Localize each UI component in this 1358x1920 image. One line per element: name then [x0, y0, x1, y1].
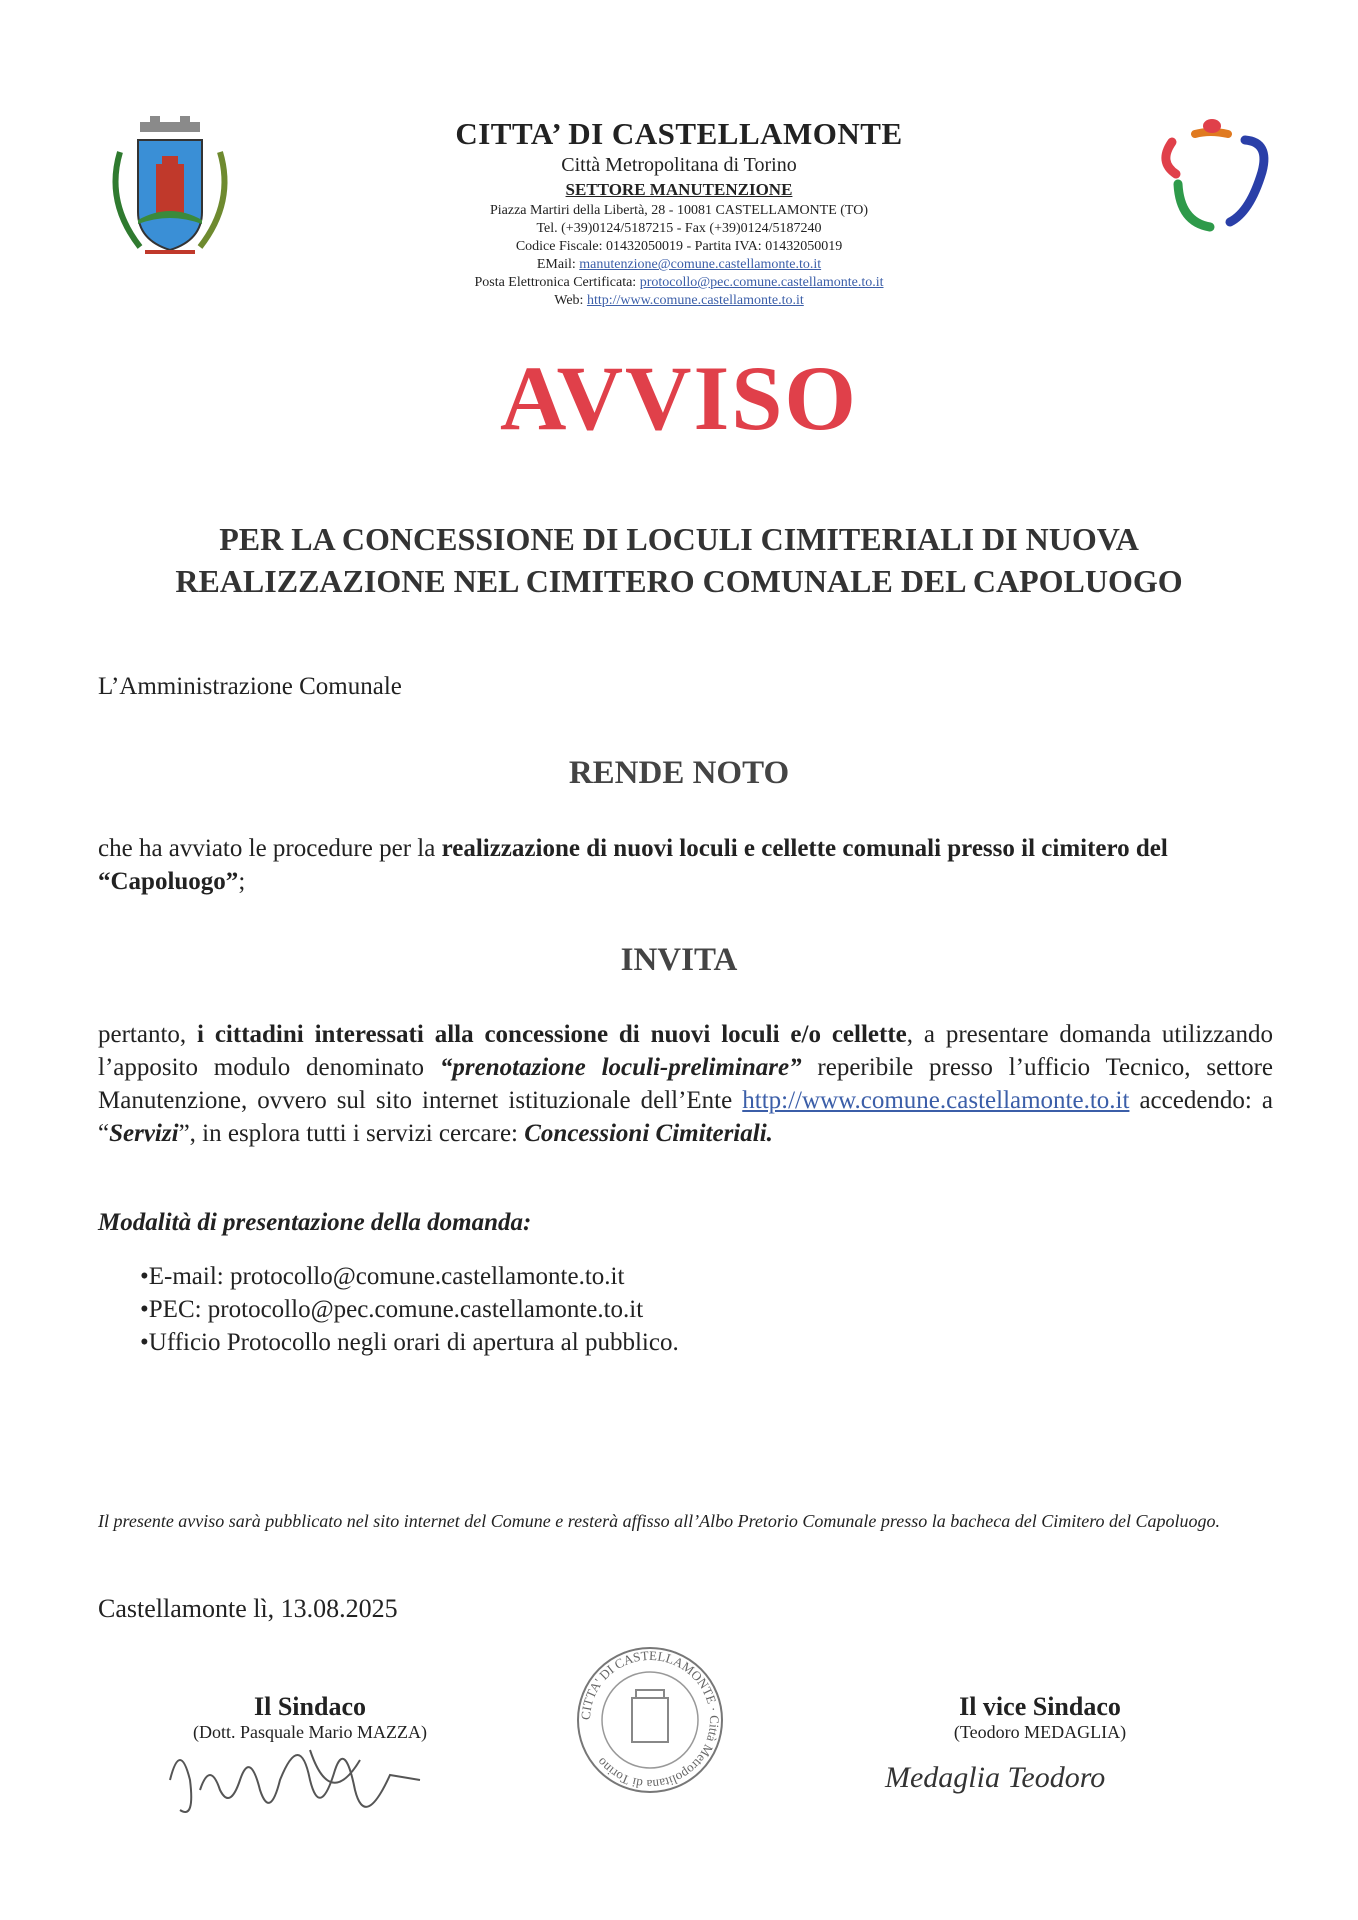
email-label: EMail: [536, 257, 580, 272]
list-item: • PEC: protocollo@pec.comune.castellamonte.to.it [140, 1293, 679, 1326]
p2-module-name: “prenotazione loculi-preliminare” [439, 1054, 802, 1081]
vice-mayor-name: (Teodoro MEDAGLIA) [953, 1722, 1127, 1742]
vice-mayor-signature-block [895, 1692, 1185, 1743]
submission-methods-heading: Modalità di presentazione della domanda: [98, 1209, 532, 1236]
paragraph-invitation [98, 1018, 1273, 1150]
p2-bold-citizens: i cittadini interessati alla concessione di nuovi loculi e/o cellette [197, 1021, 907, 1048]
p2-text-e: reperibile presso l’ufficio Tecnico, settore Manutenzione, ovvero sul sito internet istituzionale dell’Ente [98, 1054, 1274, 1114]
settore-name: SETTORE MANUTENZIONE [565, 180, 793, 199]
p2-website-link[interactable]: http://www.comune.castellamonte.to.it [742, 1087, 1130, 1114]
web-line [300, 292, 1058, 310]
stamp-text: CITTA' DI CASTELLAMONTE · Città Metropolitana di Torino [577, 1647, 723, 1793]
vice-mayor-title: Il vice Sindaco [959, 1692, 1121, 1721]
paragraph-procedure [98, 832, 1273, 898]
pec-line [300, 274, 1058, 292]
invita-heading: INVITA [620, 942, 738, 978]
mayor-name: (Dott. Pasquale Mario MAZZA) [193, 1722, 427, 1742]
vice-signature-text: Medaglia Teodoro [885, 1761, 1106, 1794]
p1-bold: realizzazione di nuovi loculi e cellette comunali presso il cimitero del “Capoluogo” [98, 835, 1168, 895]
metro-name: Città Metropolitana di Torino [561, 154, 797, 176]
phone-fax: Tel. (+39)0124/5187215 - Fax (+39)0124/5187240 [536, 221, 822, 236]
contact-block [300, 202, 1058, 310]
email-link[interactable]: manutenzione@comune.castellamonte.to.it [579, 257, 822, 272]
list-item: • E-mail: protocollo@comune.castellamonte.to.it [140, 1260, 679, 1293]
publication-notice: Il presente avviso sarà pubblicato nel sito internet del Comune e resterà affisso all’Albo Pretorio Comunale presso la bacheca del Cimitero del Capoluogo. [98, 1511, 1221, 1531]
svg-text:CITTA' DI CASTELLAMONTE · Citt [578, 1648, 722, 1792]
pec-link[interactable]: protocollo@pec.comune.castellamonte.to.it [639, 275, 884, 290]
list-item: • Ufficio Protocollo negli orari di apertura al pubblico. [140, 1326, 679, 1359]
p2-concessioni: Concessioni Cimiteriali. [524, 1120, 773, 1147]
mayor-title: Il Sindaco [254, 1692, 366, 1721]
vice-mayor-handwritten-signature [880, 1745, 1140, 1805]
web-link[interactable]: http://www.comune.castellamonte.to.it [586, 293, 804, 308]
official-stamp-icon [570, 1640, 730, 1800]
subject-line-1: PER LA CONCESSIONE DI LOCULI CIMITERIALI DI NUOVA [219, 521, 1139, 557]
rende-noto-heading: RENDE NOTO [568, 755, 790, 791]
p2-text-c: , a presentare domanda utilizzando l’apposito modulo denominato [98, 1021, 1273, 1081]
mayor-handwritten-signature [160, 1720, 430, 1840]
subject-line-2: REALIZZAZIONE NEL CIMITERO COMUNALE DEL CAPOLUOGO [175, 563, 1183, 599]
coat-of-arms-icon [100, 112, 240, 262]
p2-text-h: ”, in esplora tutti i servizi cercare: [178, 1120, 525, 1147]
p1-lead: che ha avviato le procedure per la [98, 835, 442, 862]
tax-codes: Codice Fiscale: 01432050019 - Partita IVA: 01432050019 [515, 239, 843, 254]
email-line [300, 256, 1058, 274]
pec-label: Posta Elettronica Certificata: [474, 275, 640, 290]
p1-end: ; [238, 868, 246, 895]
p2-servizi: Servizi [109, 1120, 179, 1147]
submission-methods-list [140, 1260, 679, 1359]
date-line: Castellamonte lì, 13.08.2025 [98, 1594, 398, 1623]
address: Piazza Martiri della Libertà, 28 - 10081 CASTELLAMONTE (TO) [489, 203, 869, 218]
subject [100, 518, 1258, 602]
p2-text-f: accedendo: a “ [98, 1087, 1273, 1147]
web-label: Web: [554, 293, 587, 308]
p2-text-a: pertanto, [98, 1021, 198, 1048]
teapot-logo-icon [1150, 112, 1280, 242]
city-name: CITTA’ DI CASTELLAMONTE [455, 116, 903, 151]
page-title: AVVISO [500, 347, 858, 449]
administration-label: L’Amministrazione Comunale [98, 673, 402, 700]
